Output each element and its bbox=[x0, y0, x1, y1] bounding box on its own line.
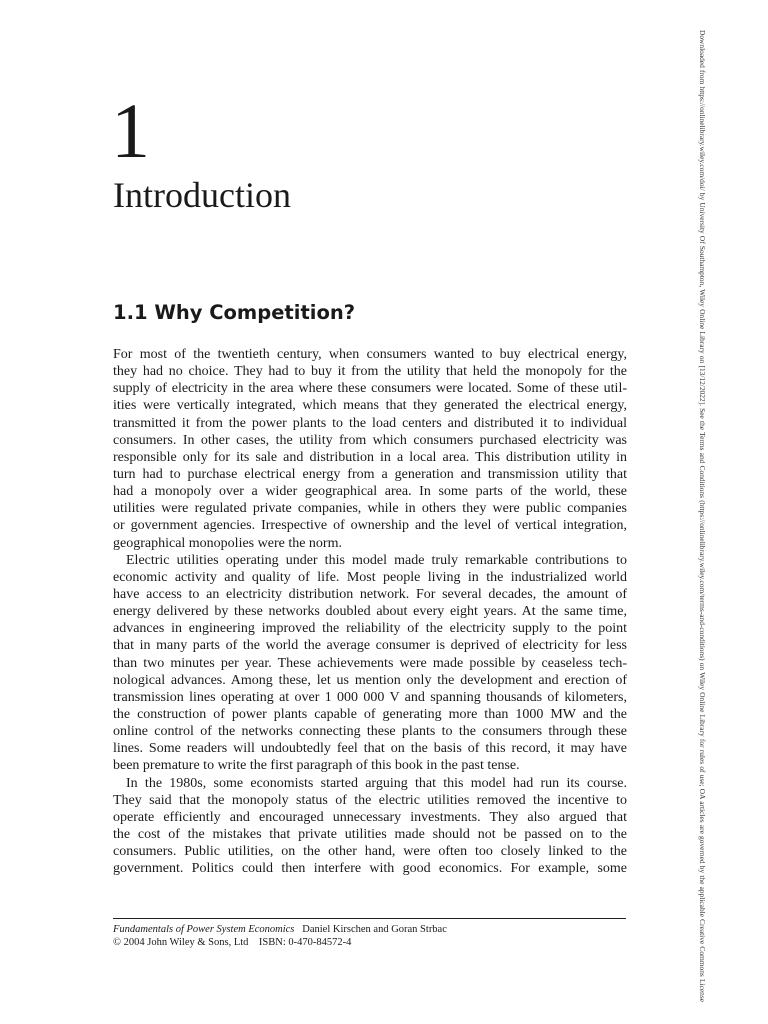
text-line: transmitted it from the power plants to the load centers and distributed it to individual bbox=[113, 415, 627, 431]
text-line: For most of the twentieth century, when consumers wanted to buy electrical energy, bbox=[113, 347, 627, 362]
text-line: Electric utilities operating under this model made truly remarkable contributions to bbox=[126, 552, 627, 568]
text-line: turn had to purchase electrical energy from a generation and transmission utility that bbox=[113, 466, 627, 482]
text-line: or government agencies. Irrespective of ownership and the level of vertical integration, bbox=[113, 518, 627, 534]
text-line: lines. Some readers will undoubtedly feel that on the basis of this record, it may have bbox=[113, 741, 627, 757]
text-line: consumers. Public utilities, on the other hand, were often too closely linked to the bbox=[113, 844, 627, 860]
text-line: utilities were regulated private companies, while in others they were public companies bbox=[113, 501, 627, 517]
text-line: the construction of power plants capable of generating more than 1000 MW and the bbox=[113, 706, 627, 722]
copyright: © 2004 John Wiley & Sons, Ltd bbox=[113, 937, 249, 948]
text-line: transmission lines operating at over 1 000 000 V and spanning thousands of kilometers, bbox=[113, 689, 627, 705]
text-line: advances in engineering improved the reliability of the electricity supply to the point bbox=[113, 621, 627, 637]
text-line: government. Politics could then interfere with good economics. For example, some bbox=[113, 861, 627, 877]
text-line: responsible only for its sale and distribution in a local area. This distribution utility in bbox=[113, 449, 627, 465]
body-text bbox=[113, 346, 627, 877]
footnote-rule bbox=[113, 918, 626, 919]
text-line: geographical monopolies were the norm. bbox=[113, 535, 342, 551]
text-line: nological advances. Among these, let us mention only the development and erection of bbox=[113, 672, 627, 688]
download-notice-text: Downloaded from https://onlinelibrary.wiley.com/doi/ by University Of Southampton, Wiley Online Library on [13/12/2022]. See the Terms and Conditions (https://onlinelibrary.wiley.com/terms-and-conditions) on Wiley Online Library for rules of use; OA articles are governed by the applicable Creative Commons License bbox=[698, 30, 707, 1002]
text-line: In the 1980s, some economists started arguing that this model had run its course. bbox=[126, 775, 627, 791]
text-line: economic activity and quality of life. Most people living in the industrialized world bbox=[113, 569, 627, 585]
text-line: been premature to write the first paragraph of this book in the past tense. bbox=[113, 758, 520, 774]
download-notice bbox=[696, 30, 708, 1002]
footnote-line-2 bbox=[113, 936, 447, 949]
isbn: ISBN: 0-470-84572-4 bbox=[258, 937, 352, 948]
text-line: have access to an electricity distribution network. For several decades, the amount of bbox=[113, 586, 627, 602]
text-line: They said that the monopoly status of the electric utilities removed the incentive to bbox=[113, 792, 627, 808]
text-line: operate efficiently and encouraged unnecessary investments. They also argued that bbox=[113, 809, 627, 825]
text-line: had a monopoly over a wider geographical area. In some parts of the world, these bbox=[113, 484, 627, 500]
chapter-title: Introduction bbox=[113, 175, 291, 215]
text-line: online control of the networks connecting these plants to the consumers through these bbox=[113, 724, 627, 740]
chapter-number: 1 bbox=[111, 87, 150, 174]
book-authors: Daniel Kirschen and Goran Strbac bbox=[302, 924, 447, 935]
text-line: that in many parts of the world the average consumer is deprived of electricity for less bbox=[113, 638, 627, 654]
text-line: the cost of the mistakes that private utilities made should not be passed on to the bbox=[113, 826, 627, 842]
footnote-line-1 bbox=[113, 923, 447, 936]
text-line: consumers. In other cases, the utility from which consumers purchased electricity was bbox=[113, 432, 627, 448]
text-line: supply of electricity in the area where these consumers were located. Some of these util- bbox=[113, 381, 627, 397]
section-heading: 1.1 Why Competition? bbox=[113, 301, 356, 324]
text-line: ities were vertically integrated, which means that they generated the electrical energy, bbox=[113, 398, 627, 414]
text-line: than two minutes per year. These achievements were made possible by ceaseless tech- bbox=[113, 655, 627, 671]
text-line: they had no choice. They had to buy it from the utility that held the monopoly for the bbox=[113, 364, 627, 380]
text-line: energy delivered by these networks doubled about every eight years. At the same time, bbox=[113, 604, 627, 620]
book-title: Fundamentals of Power System Economics bbox=[113, 924, 295, 935]
footnote bbox=[113, 923, 447, 949]
